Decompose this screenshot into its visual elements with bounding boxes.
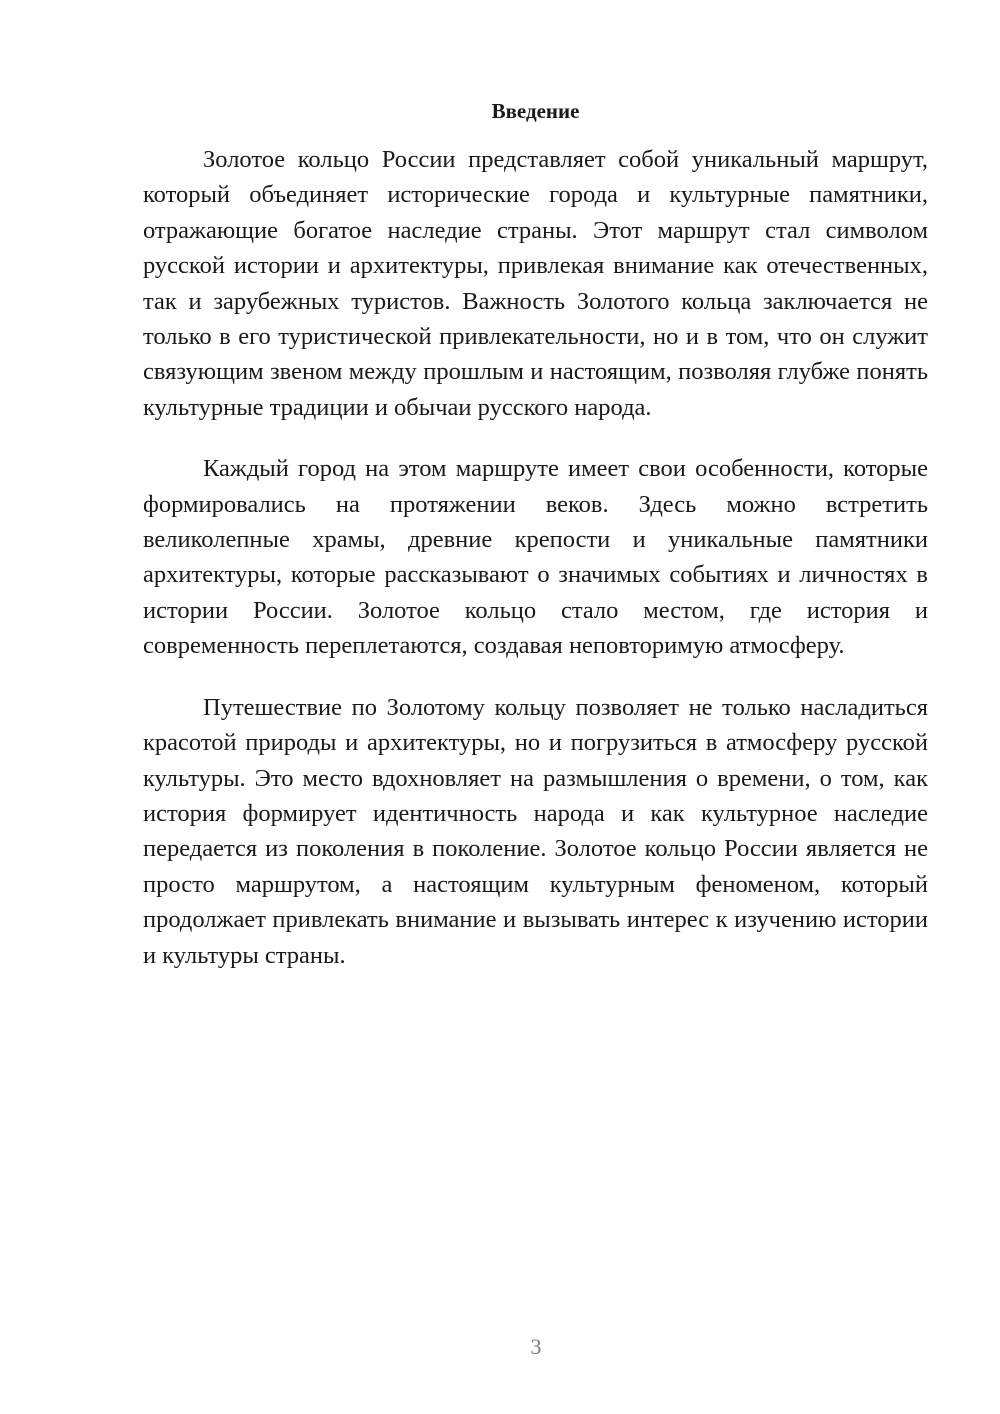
page-number: 3	[530, 1334, 542, 1359]
paragraph-3: Путешествие по Золотому кольцу позволяет не только насладиться красотой природы и архитектуры, но и погрузиться в атмосферу русской культуры. Это место вдохновляет на размышления о времени, о том, как история формирует идентичность народа и как культурное наследие передается из поколения в поколение. Золотое кольцо России является не просто маршрутом, а настоящим культурным феноменом, который продолжает привлекать внимание и вызывать интерес к изучению истории и культуры страны.	[143, 693, 928, 969]
paragraph-1: Золотое кольцо России представляет собой уникальный маршрут, который объединяет исторические города и культурные памятники, отражающие богатое наследие страны. Этот маршрут стал символом русской истории и архитектуры, привлекая внимание как отечественных, так и зарубежных туристов. Важность Золотого кольца заключается не только в его туристической привлекательности, но и в том, что он служит связующим звеном между прошлым и настоящим, позволяя глубже понять культурные традиции и обычаи русского народа.	[143, 146, 928, 421]
paragraph-2: Каждый город на этом маршруте имеет свои особенности, которые формировались на протяжении веков. Здесь можно встретить великолепные храмы, древние крепости и уникальные памятники архитектуры, которые рассказывают о значимых событиях и личностях в истории России. Золотое кольцо стало местом, где история и современность переплетаются, создавая неповторимую атмосферу.	[143, 455, 928, 660]
body-text	[143, 142, 928, 999]
section-heading: Введение	[491, 99, 580, 123]
